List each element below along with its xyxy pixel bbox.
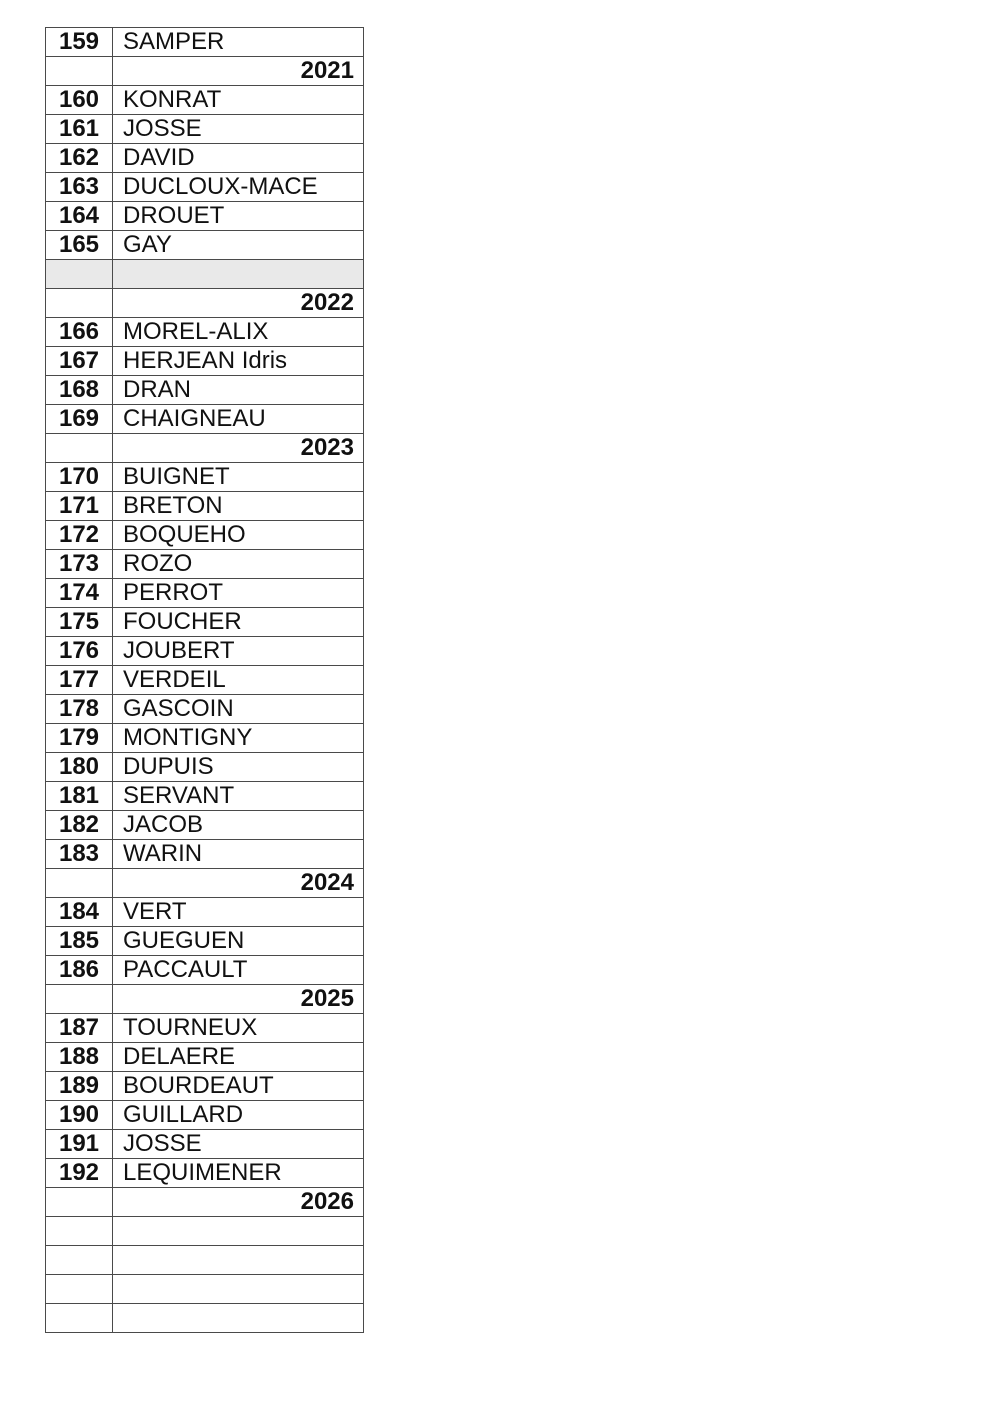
row-number: 176 (46, 637, 113, 666)
row-name: LEQUIMENER (113, 1159, 364, 1188)
row-number: 181 (46, 782, 113, 811)
row-number: 188 (46, 1043, 113, 1072)
row-number: 168 (46, 376, 113, 405)
empty-cell (46, 869, 113, 898)
empty-cell (113, 260, 364, 289)
row-name: PERROT (113, 579, 364, 608)
row-number: 180 (46, 753, 113, 782)
empty-cell (46, 434, 113, 463)
year-label: 2023 (113, 434, 364, 463)
table-row (46, 550, 364, 579)
row-number: 172 (46, 521, 113, 550)
empty-cell (46, 1275, 113, 1304)
year-header-row (46, 289, 364, 318)
row-name: GAY (113, 231, 364, 260)
row-number: 164 (46, 202, 113, 231)
row-name: BRETON (113, 492, 364, 521)
row-name: TOURNEUX (113, 1014, 364, 1043)
row-name: KONRAT (113, 86, 364, 115)
table-row (46, 376, 364, 405)
empty-cell (113, 1217, 364, 1246)
row-name: VERDEIL (113, 666, 364, 695)
empty-row (46, 1217, 364, 1246)
year-header-row (46, 57, 364, 86)
row-number: 167 (46, 347, 113, 376)
table-row (46, 115, 364, 144)
row-number: 192 (46, 1159, 113, 1188)
table-row (46, 231, 364, 260)
table-row (46, 724, 364, 753)
empty-row (46, 1304, 364, 1333)
table-row (46, 898, 364, 927)
row-name: MONTIGNY (113, 724, 364, 753)
table-row (46, 202, 364, 231)
empty-row (46, 1246, 364, 1275)
table-row (46, 347, 364, 376)
table-row (46, 1130, 364, 1159)
empty-cell (46, 289, 113, 318)
row-number: 184 (46, 898, 113, 927)
row-number: 187 (46, 1014, 113, 1043)
empty-cell (46, 1217, 113, 1246)
row-number: 191 (46, 1130, 113, 1159)
row-number: 162 (46, 144, 113, 173)
row-name: SAMPER (113, 28, 364, 57)
row-name: CHAIGNEAU (113, 405, 364, 434)
row-name: PACCAULT (113, 956, 364, 985)
table-row (46, 927, 364, 956)
year-header-row (46, 434, 364, 463)
table-row (46, 1014, 364, 1043)
row-name: GUEGUEN (113, 927, 364, 956)
row-number: 189 (46, 1072, 113, 1101)
row-number: 182 (46, 811, 113, 840)
row-name: DELAERE (113, 1043, 364, 1072)
empty-cell (113, 1304, 364, 1333)
table-row (46, 753, 364, 782)
year-label: 2026 (113, 1188, 364, 1217)
table-row (46, 811, 364, 840)
row-number: 173 (46, 550, 113, 579)
table-row (46, 782, 364, 811)
year-label: 2025 (113, 985, 364, 1014)
row-number: 163 (46, 173, 113, 202)
row-number: 165 (46, 231, 113, 260)
row-number: 160 (46, 86, 113, 115)
table-row (46, 666, 364, 695)
empty-cell (46, 1188, 113, 1217)
year-label: 2021 (113, 57, 364, 86)
roster-body (46, 28, 364, 1333)
row-name: DRAN (113, 376, 364, 405)
row-name: BUIGNET (113, 463, 364, 492)
row-number: 170 (46, 463, 113, 492)
table-row (46, 463, 364, 492)
empty-cell (46, 1304, 113, 1333)
row-number: 171 (46, 492, 113, 521)
row-number: 186 (46, 956, 113, 985)
table-row (46, 1159, 364, 1188)
row-name: JOSSE (113, 1130, 364, 1159)
row-number: 159 (46, 28, 113, 57)
table-row (46, 956, 364, 985)
row-number: 174 (46, 579, 113, 608)
empty-cell (113, 1275, 364, 1304)
row-name: DUPUIS (113, 753, 364, 782)
empty-row (46, 1275, 364, 1304)
member-roster-table (45, 27, 364, 1333)
table-row (46, 1101, 364, 1130)
row-name: DROUET (113, 202, 364, 231)
table-row (46, 608, 364, 637)
row-name: DUCLOUX-MACE (113, 173, 364, 202)
row-name: JOUBERT (113, 637, 364, 666)
row-number: 183 (46, 840, 113, 869)
table-row (46, 86, 364, 115)
row-number: 190 (46, 1101, 113, 1130)
row-name: DAVID (113, 144, 364, 173)
table-row (46, 28, 364, 57)
table-row (46, 637, 364, 666)
row-name: GASCOIN (113, 695, 364, 724)
empty-cell (46, 1246, 113, 1275)
year-header-row (46, 1188, 364, 1217)
table-row (46, 695, 364, 724)
year-label: 2024 (113, 869, 364, 898)
row-name: ROZO (113, 550, 364, 579)
row-name: SERVANT (113, 782, 364, 811)
row-number: 175 (46, 608, 113, 637)
table-row (46, 492, 364, 521)
table-row (46, 1072, 364, 1101)
table-row (46, 579, 364, 608)
row-number: 179 (46, 724, 113, 753)
row-name: WARIN (113, 840, 364, 869)
row-number: 169 (46, 405, 113, 434)
row-number: 161 (46, 115, 113, 144)
row-name: JOSSE (113, 115, 364, 144)
table-row (46, 144, 364, 173)
row-name: GUILLARD (113, 1101, 364, 1130)
row-name: BOURDEAUT (113, 1072, 364, 1101)
table-row (46, 318, 364, 347)
table-row (46, 840, 364, 869)
row-number: 177 (46, 666, 113, 695)
year-label: 2022 (113, 289, 364, 318)
empty-cell (46, 985, 113, 1014)
empty-cell (46, 57, 113, 86)
empty-cell (46, 260, 113, 289)
row-name: FOUCHER (113, 608, 364, 637)
row-number: 166 (46, 318, 113, 347)
table-row (46, 521, 364, 550)
row-name: MOREL-ALIX (113, 318, 364, 347)
table-row (46, 173, 364, 202)
shaded-separator-row (46, 260, 364, 289)
row-number: 185 (46, 927, 113, 956)
row-name: JACOB (113, 811, 364, 840)
row-name: BOQUEHO (113, 521, 364, 550)
empty-cell (113, 1246, 364, 1275)
year-header-row (46, 985, 364, 1014)
row-number: 178 (46, 695, 113, 724)
table-row (46, 1043, 364, 1072)
row-name: HERJEAN Idris (113, 347, 364, 376)
year-header-row (46, 869, 364, 898)
row-name: VERT (113, 898, 364, 927)
table-row (46, 405, 364, 434)
